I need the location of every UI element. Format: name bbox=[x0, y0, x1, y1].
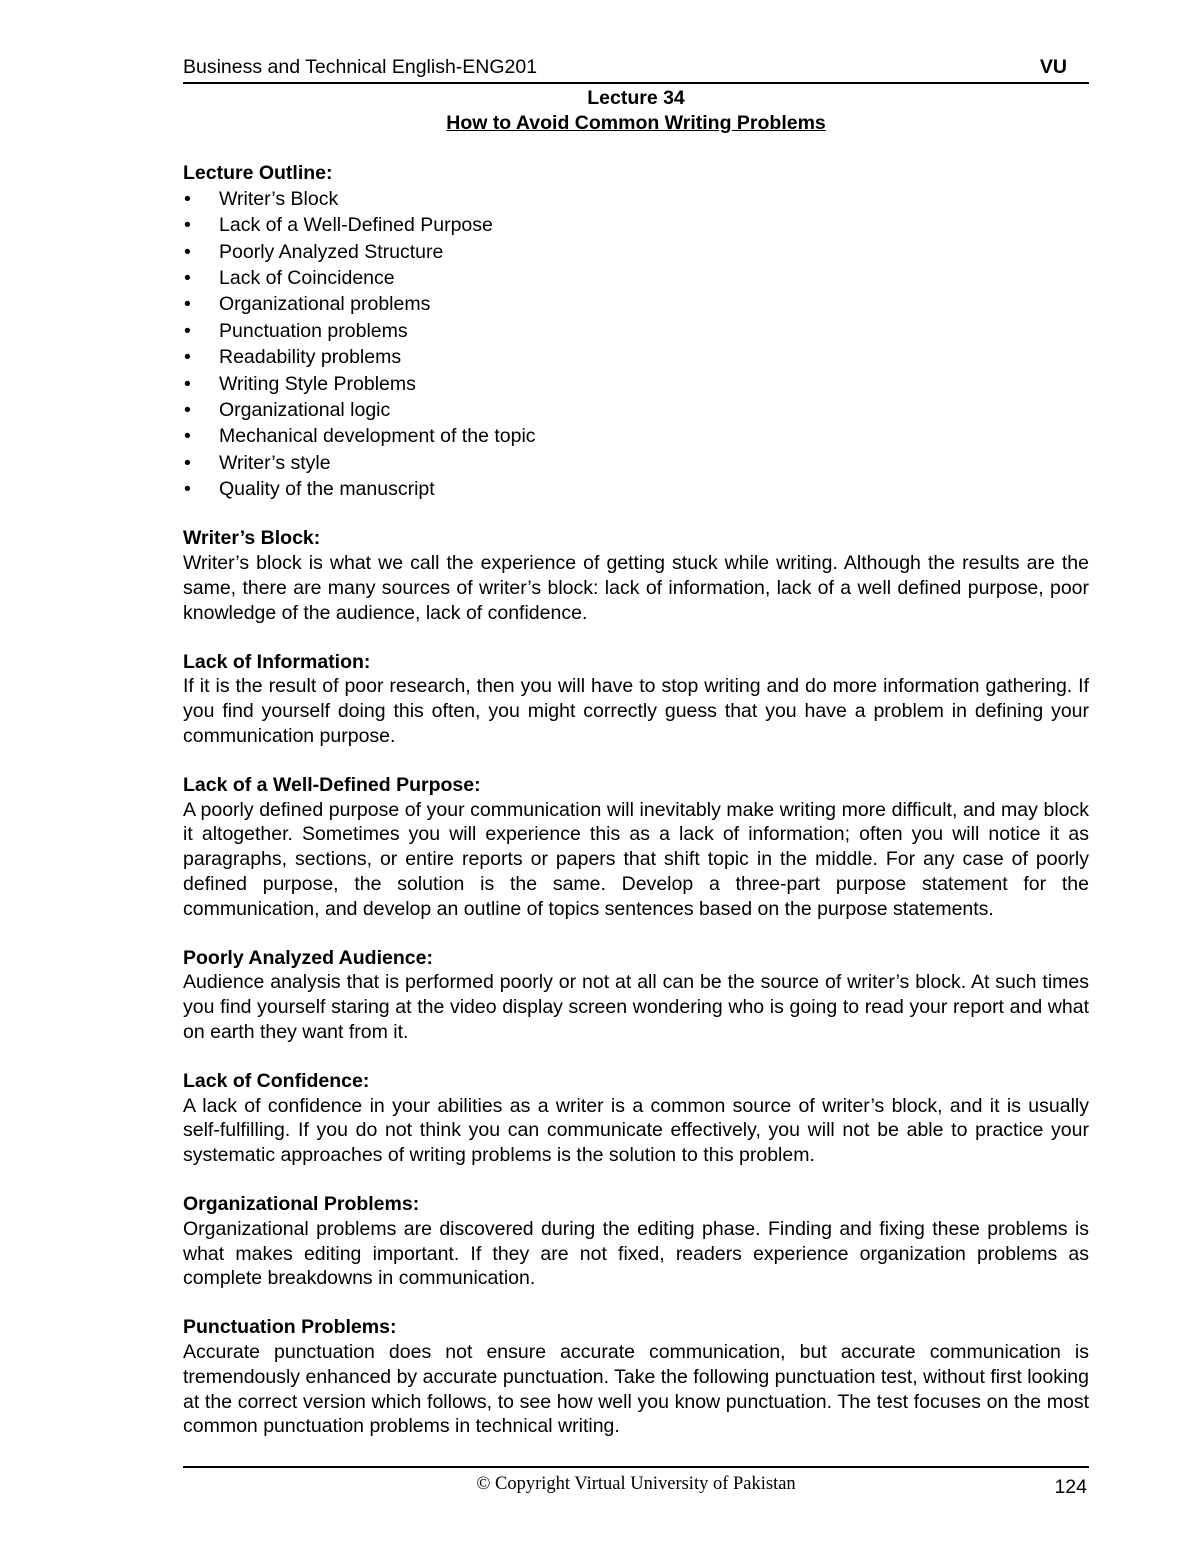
section-heading: Writer’s Block: bbox=[183, 527, 321, 550]
outline-item-text: Writer’s Block bbox=[219, 187, 339, 210]
section-paragraph: Organizational problems are discovered during the editing phase. Finding and fixing these problems is what makes editing important. If they are not fixed, readers experience organization problems as complete breakdowns in communication. bbox=[183, 1217, 1089, 1290]
section bbox=[183, 526, 1089, 625]
outline-item-text: Quality of the manuscript bbox=[219, 478, 435, 501]
section-paragraph: Audience analysis that is performed poorly or not at all can be the source of writer’s block. At such times you find yourself staring at the video display screen wondering who is going to read your report and what on earth they want from it. bbox=[183, 971, 1089, 1044]
section-paragraph: If it is the result of poor research, then you will have to stop writing and do more information gathering. If you find yourself doing this often, you might correctly guess that you have a problem in defining your communication purpose. bbox=[183, 675, 1089, 748]
outline-item-text: Readability problems bbox=[219, 346, 402, 369]
outline-item-text: Poorly Analyzed Structure bbox=[219, 240, 444, 263]
institution-abbreviation: VU bbox=[1039, 56, 1067, 78]
outline-item bbox=[183, 186, 1089, 212]
bullet-icon: • bbox=[184, 398, 191, 421]
bullet-icon: • bbox=[184, 451, 191, 474]
section-paragraph: Writer’s block is what we call the experience of getting stuck while writing. Although the results are the same, there are many sources of writer’s block: lack of information, lack of a well defined purpose, poor knowledge of the audience, lack of confidence. bbox=[183, 552, 1089, 624]
section-heading: Lack of a Well-Defined Purpose: bbox=[183, 773, 481, 796]
section-paragraph: A lack of confidence in your abilities as a writer is a common source of writer’s block, and it is usually self-fulfilling. If you do not think you can communicate effectively, you will not be able to practice your systematic approaches of writing problems is the solution to this problem. bbox=[183, 1094, 1089, 1167]
outline-item-text: Organizational problems bbox=[219, 293, 431, 316]
bullet-icon: • bbox=[184, 266, 191, 289]
lecture-title-block bbox=[183, 86, 1089, 136]
outline-item bbox=[183, 450, 1089, 476]
outline-item bbox=[183, 212, 1089, 238]
bullet-icon: • bbox=[184, 214, 191, 237]
section bbox=[183, 946, 1089, 1045]
outline-item-text: Punctuation problems bbox=[219, 319, 408, 342]
bullet-icon: • bbox=[184, 346, 191, 369]
document-page bbox=[183, 0, 1089, 1553]
footer-rule bbox=[183, 1466, 1089, 1468]
section-heading: Punctuation Problems: bbox=[183, 1316, 397, 1339]
outline-item bbox=[183, 239, 1089, 265]
outline-item-text: Organizational logic bbox=[219, 398, 391, 421]
section bbox=[183, 1315, 1089, 1439]
running-header bbox=[183, 56, 1089, 84]
section bbox=[183, 773, 1089, 922]
lecture-outline bbox=[183, 161, 1089, 502]
lecture-title: How to Avoid Common Writing Problems bbox=[446, 112, 826, 134]
course-title: Business and Technical English-ENG201 bbox=[183, 56, 538, 78]
section-paragraph: Accurate punctuation does not ensure accurate communication, but accurate communication is tremendously enhanced by accurate punctuation. Take the following punctuation test, without first looking at the correct version which follows, to see how well you know punctuation. The test focuses on the most common punctuation problems in technical writing. bbox=[183, 1341, 1089, 1438]
outline-item-text: Writing Style Problems bbox=[219, 372, 416, 395]
section bbox=[183, 1069, 1089, 1168]
outline-item bbox=[183, 318, 1089, 344]
bullet-icon: • bbox=[184, 319, 191, 342]
outline-item-text: Lack of Coincidence bbox=[219, 266, 395, 289]
outline-list bbox=[183, 186, 1089, 503]
outline-item bbox=[183, 291, 1089, 317]
outline-item bbox=[183, 344, 1089, 370]
outline-item bbox=[183, 423, 1089, 449]
outline-heading: Lecture Outline: bbox=[183, 162, 333, 184]
outline-item bbox=[183, 371, 1089, 397]
document-body bbox=[183, 161, 1089, 1439]
section bbox=[183, 650, 1089, 749]
outline-item bbox=[183, 476, 1089, 502]
bullet-icon: • bbox=[184, 240, 191, 263]
section-heading: Poorly Analyzed Audience: bbox=[183, 946, 433, 969]
sections-container bbox=[183, 526, 1089, 1439]
bullet-icon: • bbox=[184, 187, 191, 210]
section-paragraph: A poorly defined purpose of your communication will inevitably make writing more difficult, and may block it altogether. Sometimes you will experience this as a lack of information; often you will notice it as paragraphs, sections, or entire reports or papers that shift topic in the middle. For any case of poorly defined purpose, the solution is the same. Develop a three-part purpose statement for the communication, and develop an outline of topics sentences based on the purpose statements. bbox=[183, 798, 1089, 920]
outline-item bbox=[183, 397, 1089, 423]
section-heading: Lack of Information: bbox=[183, 650, 371, 673]
lecture-number: Lecture 34 bbox=[587, 87, 685, 109]
outline-item-text: Mechanical development of the topic bbox=[219, 425, 536, 448]
outline-item-text: Lack of a Well-Defined Purpose bbox=[219, 214, 493, 237]
section-heading: Organizational Problems: bbox=[183, 1193, 420, 1216]
outline-item-text: Writer’s style bbox=[219, 451, 331, 474]
bullet-icon: • bbox=[184, 478, 191, 501]
section bbox=[183, 1192, 1089, 1291]
bullet-icon: • bbox=[184, 425, 191, 448]
outline-item bbox=[183, 265, 1089, 291]
section-heading: Lack of Confidence: bbox=[183, 1069, 370, 1092]
bullet-icon: • bbox=[184, 372, 191, 395]
page-number: 124 bbox=[1054, 1476, 1087, 1498]
bullet-icon: • bbox=[184, 293, 191, 316]
copyright-notice: © Copyright Virtual University of Pakistan bbox=[476, 1474, 796, 1494]
